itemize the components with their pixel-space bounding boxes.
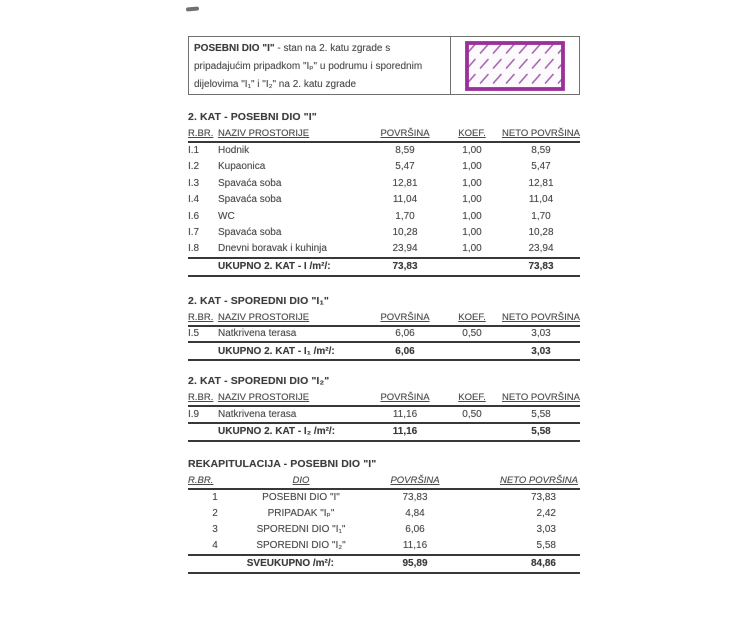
room-name-cell: Kupaonica: [218, 161, 266, 173]
net-area-cell: 8,59: [531, 145, 551, 157]
legend-box: [188, 36, 580, 95]
table-row: [188, 192, 580, 209]
total-net-area: 73,83: [502, 258, 580, 276]
table-row: [188, 142, 580, 159]
room-name-cell: Spavaća soba: [218, 227, 282, 239]
col-header-rbr: R.BR.: [188, 128, 214, 139]
table-posebni-dio: [188, 126, 580, 277]
area-cell: 10,28: [392, 227, 418, 239]
area-cell: 6,06: [405, 524, 425, 536]
table-total-row: [188, 555, 580, 573]
coef-cell: 1,00: [462, 227, 482, 239]
net-area-cell: 3,03: [536, 524, 556, 536]
net-area-cell: 1,70: [531, 210, 551, 222]
row-index-cell: I.9: [188, 408, 200, 420]
col-header-neto: NETO POVRŠINA: [502, 311, 580, 323]
col-header-neto: NETO POVRŠINA: [502, 128, 580, 139]
area-cell: 4,84: [405, 507, 425, 519]
table-row: [188, 159, 580, 176]
area-cell: 23,94: [392, 243, 418, 255]
total-net-area: 84,86: [470, 555, 580, 573]
col-header-povrsina: POVRŠINA: [380, 128, 430, 139]
col-header-povrsina: POVRŠINA: [390, 474, 440, 486]
table-rekapitulacija: [188, 473, 580, 574]
coef-cell: 1,00: [462, 161, 482, 173]
legend-title-rest: - stan na 2. katu zgrade s: [274, 43, 391, 54]
table-row: [188, 326, 580, 343]
area-cell: 11,04: [392, 194, 418, 206]
net-area-cell: 5,47: [531, 161, 551, 173]
document-content: [188, 6, 580, 574]
area-cell: 11,16: [392, 408, 418, 420]
area-cell: 1,70: [395, 210, 415, 222]
row-index-cell: I.3: [188, 177, 200, 189]
row-index-cell: I.8: [188, 243, 200, 255]
col-header-rbr: R.BR.: [188, 311, 214, 323]
total-area: 11,16: [368, 423, 442, 441]
table-row: [188, 406, 580, 423]
coef-cell: 1,00: [462, 145, 482, 157]
row-index-cell: I.5: [188, 328, 200, 340]
col-header-koef: KOEF.: [458, 392, 486, 403]
total-spacer: [442, 258, 502, 276]
col-header-povrsina: POVRŠINA: [380, 311, 430, 323]
floor-plan-symbol: [451, 37, 579, 94]
coef-cell: 1,00: [462, 243, 482, 255]
row-index-cell: 4: [212, 540, 218, 552]
col-header-rbr: R.BR.: [188, 474, 214, 486]
col-header-naziv: NAZIV PROSTORIJE: [218, 311, 310, 323]
row-index-cell: I.2: [188, 161, 200, 173]
room-name-cell: WC: [218, 210, 235, 222]
legend-line2: pripadajućim pripadkom "Iₚ" u podrumu i sporednim: [194, 61, 423, 72]
table-row: [188, 489, 580, 506]
table-row: [188, 538, 580, 555]
section-title-sporedni-dio-1: 2. KAT - SPOREDNI DIO "I₁": [188, 294, 329, 307]
table-sporedni-dio-1: [188, 310, 580, 362]
part-name-cell: SPOREDNI DIO "I₁": [256, 524, 346, 536]
row-index-cell: I.7: [188, 227, 200, 239]
net-area-cell: 10,28: [528, 227, 554, 239]
coef-cell: 0,50: [462, 328, 482, 340]
legend-line3: dijelovima "I₁" i "I₂" na 2. katu zgrade: [194, 79, 357, 90]
area-cell: 12,81: [392, 177, 418, 189]
coef-cell: 1,00: [462, 194, 482, 206]
area-cell: 11,16: [402, 540, 428, 552]
table-total-row: [188, 423, 580, 441]
col-header-neto: NETO POVRŠINA: [502, 392, 580, 403]
section-title-sporedni-dio-2: 2. KAT - SPOREDNI DIO "I₂": [188, 375, 330, 387]
net-area-cell: 12,81: [528, 177, 554, 189]
room-name-cell: Dnevni boravak i kuhinja: [218, 243, 327, 255]
row-index-cell: 2: [212, 507, 218, 519]
total-area: 73,83: [368, 258, 442, 276]
total-net-area: 3,03: [502, 342, 580, 360]
table-row: [188, 175, 580, 192]
part-name-cell: SPOREDNI DIO "I₂": [256, 540, 346, 552]
legend-title: POSEBNI DIO "I": [194, 43, 275, 54]
net-area-cell: 2,42: [536, 507, 556, 519]
total-net-area: 5,58: [502, 423, 580, 441]
table-header-row: [188, 390, 580, 406]
room-name-cell: Natkrivena terasa: [218, 408, 297, 420]
section-title-posebni-dio: 2. KAT - POSEBNI DIO "I": [188, 111, 317, 123]
table-row: [188, 505, 580, 522]
table-row: [188, 241, 580, 258]
total-area: 95,89: [360, 555, 470, 573]
total-label: UKUPNO 2. KAT - I₂ /m²/:: [188, 423, 368, 441]
total-spacer: [442, 342, 502, 360]
legend-text: [189, 37, 451, 94]
coef-cell: 1,00: [462, 210, 482, 222]
col-header-dio: DIO: [292, 474, 310, 486]
area-cell: 8,59: [395, 145, 415, 157]
col-header-neto: NETO POVRŠINA: [500, 474, 578, 486]
net-area-cell: 11,04: [528, 194, 554, 206]
net-area-cell: 5,58: [536, 540, 556, 552]
table-row: [188, 225, 580, 242]
total-spacer: [442, 423, 502, 441]
col-header-naziv: NAZIV PROSTORIJE: [218, 392, 310, 403]
area-cell: 6,06: [395, 328, 415, 340]
total-label: SVEUKUPNO /m²/:: [188, 555, 360, 573]
row-index-cell: I.6: [188, 210, 200, 222]
row-index-cell: 3: [212, 524, 218, 536]
area-cell: 5,47: [395, 161, 415, 173]
room-name-cell: Natkrivena terasa: [218, 328, 297, 340]
table-row: [188, 522, 580, 539]
col-header-naziv: NAZIV PROSTORIJE: [218, 128, 310, 139]
total-label: UKUPNO 2. KAT - I₁ /m²/:: [188, 342, 368, 360]
total-label: UKUPNO 2. KAT - I /m²/:: [188, 258, 368, 276]
coef-cell: 0,50: [462, 408, 482, 420]
col-header-koef: KOEF.: [458, 128, 486, 139]
col-header-rbr: R.BR.: [188, 392, 214, 403]
coef-cell: 1,00: [462, 177, 482, 189]
table-header-row: [188, 126, 580, 142]
col-header-koef: KOEF.: [458, 311, 486, 323]
net-area-cell: 3,03: [531, 328, 551, 340]
part-name-cell: POSEBNI DIO "I": [262, 491, 340, 503]
section-title-rekapitulacija: REKAPITULACIJA - POSEBNI DIO "I": [188, 457, 377, 470]
table-header-row: [188, 310, 580, 326]
row-index-cell: 1: [212, 491, 218, 503]
net-area-cell: 73,83: [530, 491, 556, 503]
net-area-cell: 5,58: [531, 408, 551, 420]
table-total-row: [188, 258, 580, 276]
col-header-povrsina: POVRŠINA: [380, 392, 430, 403]
table-header-row: [188, 473, 580, 489]
room-name-cell: Spavaća soba: [218, 194, 282, 206]
table-total-row: [188, 342, 580, 360]
total-area: 6,06: [368, 342, 442, 360]
room-name-cell: Spavaća soba: [218, 177, 282, 189]
net-area-cell: 23,94: [528, 243, 554, 255]
table-sporedni-dio-2: [188, 390, 580, 442]
row-index-cell: I.4: [188, 194, 200, 206]
row-index-cell: I.1: [188, 145, 200, 157]
room-name-cell: Hodnik: [218, 145, 250, 157]
area-cell: 73,83: [402, 491, 428, 503]
table-row: [188, 208, 580, 225]
hatched-area-icon: [465, 41, 565, 91]
part-name-cell: PRIPADAK "Iₚ": [267, 507, 335, 519]
